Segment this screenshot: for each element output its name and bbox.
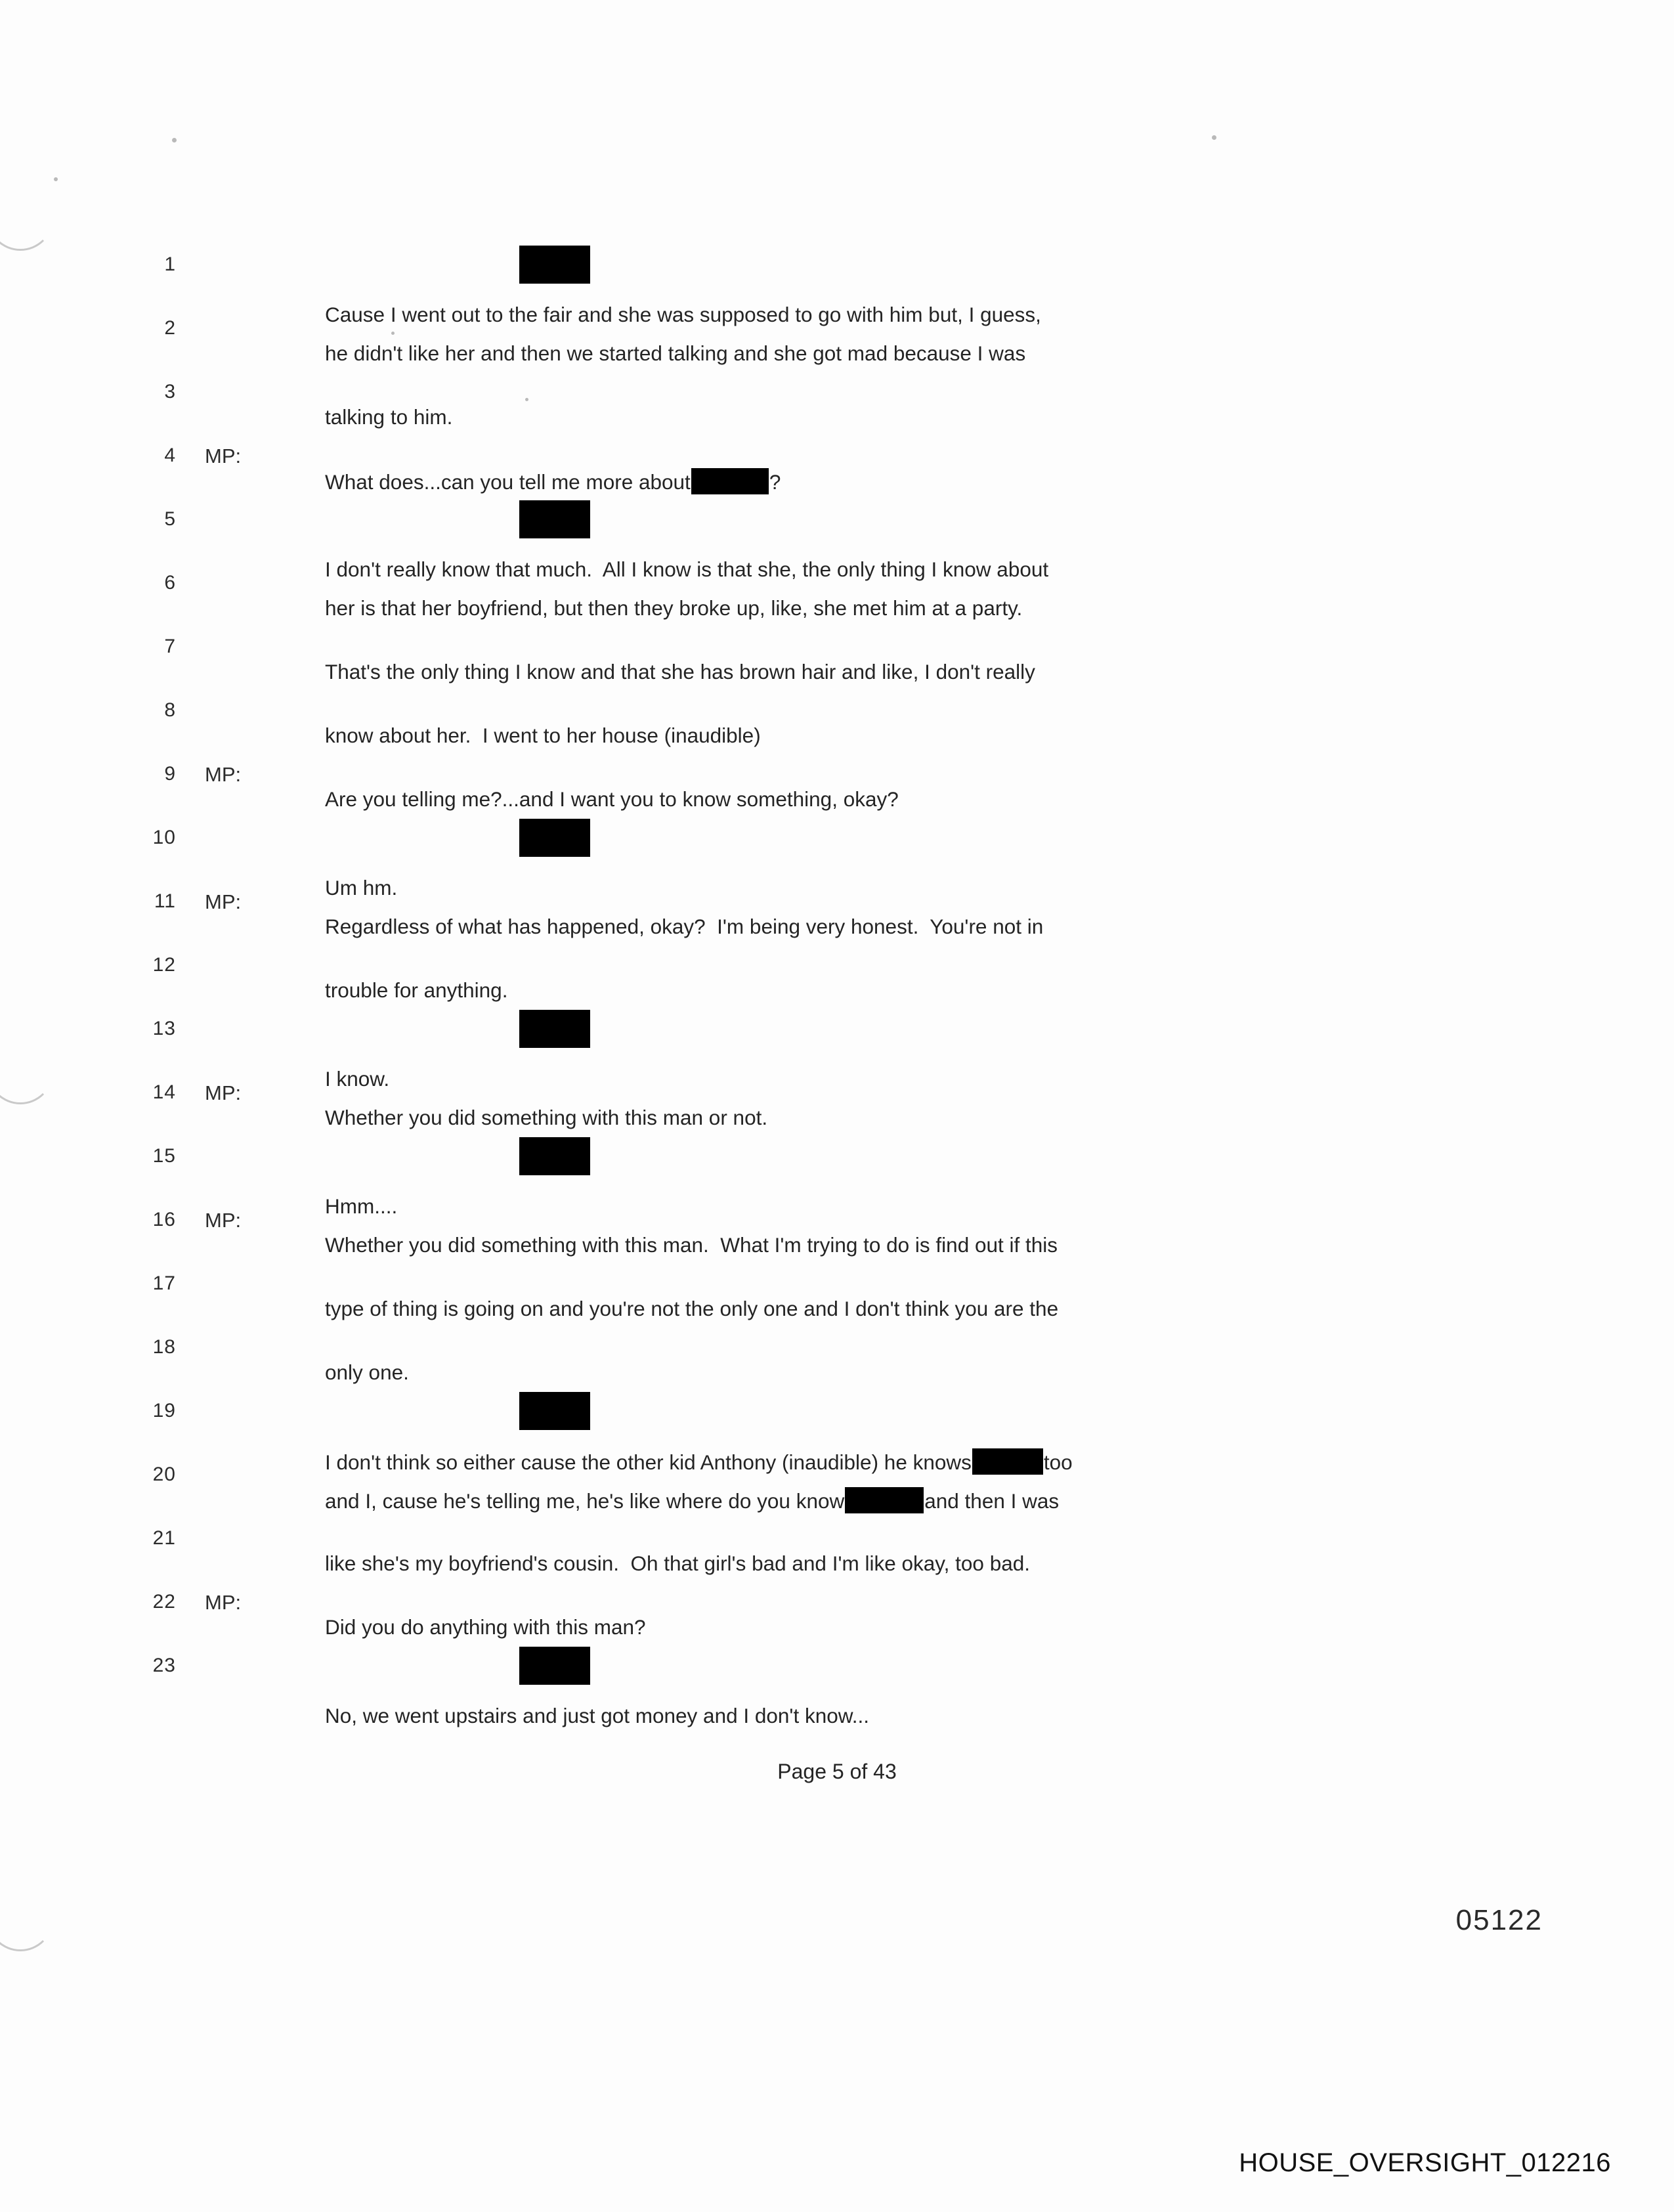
speaker-label [190, 313, 279, 317]
redaction-bar [519, 1647, 590, 1685]
speaker-label [190, 1460, 279, 1464]
line-text-content: Whether you did something with this man or not. [325, 1106, 768, 1129]
line-text-content: That's the only thing I know and that she has brown hair and like, I don't really [325, 660, 1035, 683]
redaction-bar [519, 1010, 590, 1048]
line-text-content: trouble for anything. [325, 978, 508, 1002]
speaker-label [190, 504, 279, 508]
line-text-content: Did you do anything with this man? [325, 1615, 646, 1639]
transcript-line [0, 1587, 1674, 1651]
speaker-label [190, 695, 279, 699]
transcript-line [0, 1014, 1674, 1091]
line-text-tail: too [1043, 1450, 1073, 1474]
speaker-label [190, 1651, 279, 1655]
line-text-content: Um hm. [325, 876, 398, 900]
speaker-label [190, 1014, 279, 1018]
speaker-label [190, 1269, 279, 1272]
line-text-content: Whether you did something with this man. What I'm trying to do is find out if this [325, 1233, 1058, 1257]
line-number: 12 [152, 954, 176, 976]
speaker-label [190, 1332, 279, 1336]
transcript-line [0, 249, 1674, 326]
document-number: 05122 [1455, 1904, 1543, 1936]
line-text-content: like she's my boyfriend's cousin. Oh that girl's bad and I'm like okay, too bad. [325, 1551, 1031, 1575]
line-text-content: No, we went upstairs and just got money and I don't know... [325, 1704, 869, 1727]
transcript-line [0, 441, 1674, 504]
transcript-line [0, 886, 1674, 950]
line-number: 9 [164, 763, 176, 785]
line-text-content: her is that her boyfriend, but then they broke up, like, she met him at a party. [325, 596, 1023, 620]
line-number: 13 [152, 1018, 176, 1039]
transcript-line [0, 950, 1674, 1014]
line-number: 11 [154, 890, 176, 912]
line-number: 8 [164, 699, 176, 721]
redaction-bar [845, 1487, 924, 1513]
line-text-content: he didn't like her and then we started talking and she got mad because I was [325, 341, 1026, 365]
speaker-label [190, 568, 279, 572]
speaker-label: MP: [205, 445, 242, 467]
scan-speck [172, 138, 177, 142]
line-text-content: talking to him. [325, 405, 453, 429]
line-text-content: Cause I went out to the fair and she was supposed to go with him but, I guess, [325, 303, 1041, 326]
line-text-content: Hmm.... [325, 1194, 398, 1218]
redaction-bar [519, 500, 590, 538]
redaction-bar [519, 819, 590, 857]
transcript-line [0, 1523, 1674, 1587]
transcript-line [0, 377, 1674, 441]
speaker-label: MP: [205, 1209, 242, 1232]
line-text-tail: ? [769, 470, 781, 494]
binder-arc-mark [0, 1884, 54, 1951]
transcript-line [0, 1396, 1674, 1474]
transcript-line [0, 1141, 1674, 1218]
speaker-label [190, 377, 279, 381]
speaker-label: MP: [205, 763, 242, 786]
speaker-label [190, 950, 279, 954]
page-label: Page 5 of 43 [777, 1760, 897, 1783]
line-number: 6 [164, 572, 176, 594]
transcript-line [0, 695, 1674, 759]
line-number: 15 [152, 1145, 176, 1167]
scan-speck [1212, 135, 1216, 140]
line-text [279, 1651, 1674, 1753]
redaction-bar [691, 468, 769, 494]
line-number: 16 [152, 1209, 176, 1230]
scan-speck [54, 177, 58, 181]
redaction-bar [519, 246, 590, 284]
footer-bates-stamp: HOUSE_OVERSIGHT_012216 [1239, 2148, 1611, 2177]
line-text-content: What does...can you tell me more about [325, 470, 691, 494]
line-number: 2 [164, 317, 176, 339]
transcript-line [0, 1651, 1674, 1727]
redaction-bar [519, 1137, 590, 1175]
transcript-line [0, 504, 1674, 581]
transcript-line [0, 1460, 1674, 1523]
line-text-content: Regardless of what has happened, okay? I'm being very honest. You're not in [325, 915, 1044, 938]
line-number: 23 [152, 1655, 176, 1676]
transcript-line [0, 568, 1674, 632]
line-text-content: type of thing is going on and you're not the only one and I don't think you are the [325, 1297, 1059, 1320]
line-number: 4 [164, 445, 176, 466]
line-text-content: I know. [325, 1067, 390, 1091]
transcript-line [0, 1269, 1674, 1332]
line-text-content: know about her. I went to her house (inaudible) [325, 724, 761, 747]
transcript-body [0, 249, 1674, 1727]
transcript-line [0, 1205, 1674, 1269]
line-number: 21 [152, 1527, 176, 1549]
speaker-label: MP: [205, 1081, 242, 1104]
speaker-label [190, 1523, 279, 1527]
line-number: 10 [152, 827, 176, 848]
line-number: 22 [152, 1591, 176, 1613]
line-number: 19 [152, 1400, 176, 1421]
line-text-content: and I, cause he's telling me, he's like where do you know [325, 1489, 845, 1513]
line-text-content: only one. [325, 1360, 409, 1384]
line-number: 18 [152, 1336, 176, 1358]
transcript-line [0, 313, 1674, 377]
transcript-line [0, 1077, 1674, 1141]
speaker-label [190, 823, 279, 827]
line-text-content: I don't really know that much. All I know is that she, the only thing I know about [325, 557, 1049, 581]
line-number: 17 [152, 1272, 176, 1294]
speaker-label [190, 632, 279, 636]
line-text-content: Are you telling me?...and I want you to know something, okay? [325, 787, 899, 811]
line-number: 7 [164, 636, 176, 657]
line-text-content: I don't think so either cause the other kid Anthony (inaudible) he knows [325, 1450, 972, 1474]
line-number: 14 [152, 1081, 176, 1103]
line-number: 20 [152, 1464, 176, 1485]
transcript-line [0, 1332, 1674, 1396]
line-text-tail: and then I was [924, 1489, 1060, 1513]
speaker-label [190, 1141, 279, 1145]
line-number: 5 [164, 508, 176, 530]
transcript-line [0, 632, 1674, 695]
speaker-label [190, 1396, 279, 1400]
speaker-label: MP: [205, 890, 242, 913]
line-number: 1 [164, 253, 176, 275]
redaction-bar [519, 1392, 590, 1430]
binder-arc-mark [0, 184, 54, 251]
line-number: 3 [164, 381, 176, 402]
speaker-label [190, 249, 279, 253]
speaker-label: MP: [205, 1591, 242, 1614]
transcript-line [0, 759, 1674, 823]
transcript-line [0, 823, 1674, 900]
